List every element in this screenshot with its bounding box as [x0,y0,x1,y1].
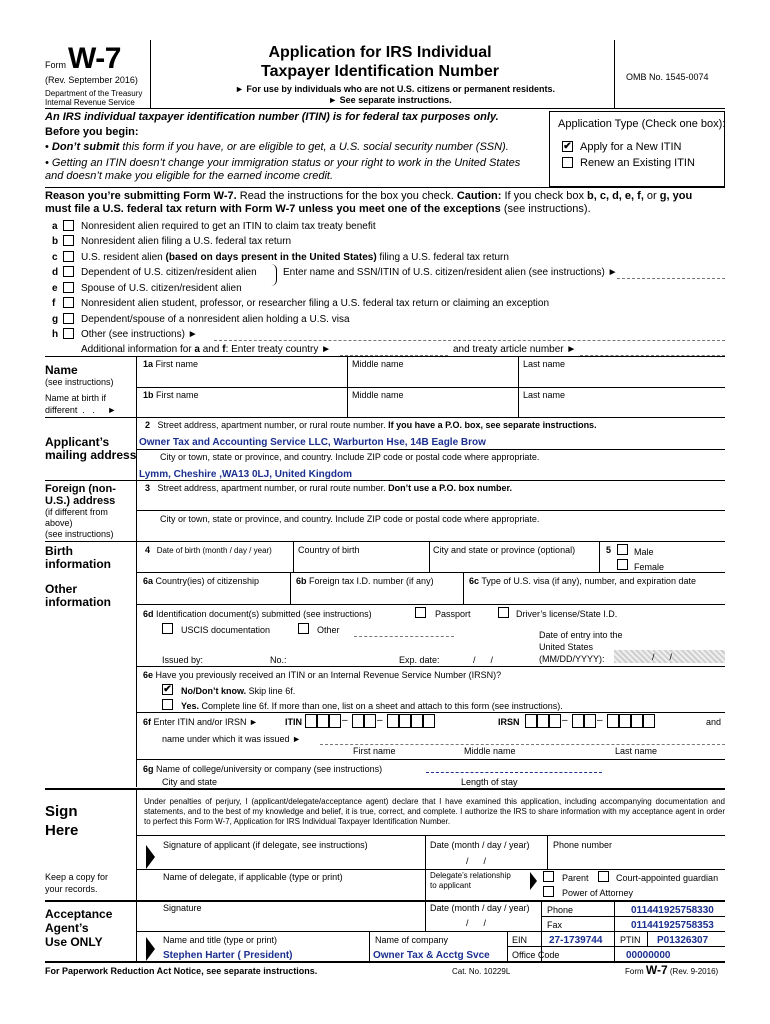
itin-digit-box[interactable] [317,714,329,728]
applicant-phone-field[interactable] [549,852,725,866]
line-3-text: Street address, apartment number, or rural route number. [157,483,389,493]
reason-g-text: Dependent/spouse of a nonresident alien holding a U.S. visa [81,314,350,325]
form-number: W-7 [68,42,121,75]
perjury-statement: Under penalties of perjury, I (applicant/delegate/acceptance agent) declare that I have examined this application, including accompanying documentation and statements, and to the best of my knowledge and belief, it is true, correct, and complete. I authorize the IRS to share information with my acceptance agent in order to perfect this Form W-7, Application for IRS Individual Taxpayer Identification Number. [144,797,725,826]
foreign-label-3: (if different from [45,507,108,517]
parent-label: Parent [562,873,589,883]
agent-arrow-icon [146,937,155,961]
footer-form-id [625,964,718,978]
city-of-birth-label: City and state or province (optional) [433,545,576,555]
drivers-license-label: Driver’s license/State I.D. [516,609,618,619]
name-1a-middle-label: Middle name [352,359,404,369]
line-6a-number: 6a [143,576,154,586]
reason-f-text: Nonresident alien student, professor, or researcher filing a U.S. federal tax return or claiming an exception [81,298,550,309]
line-6g-text: Name of college/university or company (see instructions) [153,764,383,774]
foreign-label-5: (see instructions) [45,529,114,539]
line-1a-first-label: First name [153,359,199,369]
entry-date-label-3: (MM/DD/YYYY): [539,654,605,664]
reason-letter-d: d [52,267,59,278]
agent-phone-field[interactable]: 011441925758330 [631,905,714,916]
irsn-label: IRSN [498,717,520,727]
reason-a-checkbox[interactable] [63,220,74,231]
mailing-label-2: mailing address [45,448,137,462]
reason-heading-tail: If you check box [501,190,588,202]
name-1a [143,359,198,369]
guardian-checkbox[interactable] [598,871,609,882]
form-title-line1: Application for IRS Individual [268,44,492,61]
foreign-label-2: U.S.) address [45,495,116,507]
irsn-digit-box[interactable] [584,714,596,728]
itin-digit-box[interactable] [329,714,341,728]
last-name-1a-field[interactable] [519,371,725,387]
agent-date-slashes: / / [466,918,487,928]
footer-form-word: Form [625,967,646,976]
other-label-2: information [45,595,111,609]
itin-digit-box[interactable] [364,714,376,728]
sign-arrow-icon [146,845,155,869]
line-5-number: 5 [606,545,612,555]
line-1a-number: 1a [143,359,154,369]
line-6b-text: Foreign tax I.D. number (if any) [306,576,434,586]
issued-last-name-label: Last name [615,746,658,756]
reason-heading-rest: Read the instructions for the box you check. [236,190,457,202]
uscis-label: USCIS documentation [181,625,271,635]
name-issued-label: name under which it was issued ► [162,734,301,744]
company-name-field[interactable]: Owner Tax & Acctg Svce [373,950,490,961]
passport-checkbox[interactable] [415,607,426,618]
additional-f: f [222,344,226,355]
no-dont-know-bold: No/Don’t know. [181,686,247,696]
visa-field[interactable] [464,588,725,603]
ein-field[interactable]: 27-1739744 [549,935,603,946]
omb-number: OMB No. 1545-0074 [626,72,709,82]
footer-w7: W-7 [645,963,668,977]
itin-digit-box[interactable] [387,714,399,728]
country-of-birth-label: Country of birth [298,545,360,555]
itin-dash-separator: – [342,715,348,726]
agent-label-2: Agent’s [45,921,89,935]
reason-heading-line2 [45,203,591,216]
line-6c-number: 6c [469,576,480,586]
name-at-birth-label: Name at birth if [45,393,107,403]
itin-digit-box[interactable] [411,714,423,728]
reason-letter-h: h [52,329,59,340]
dont-submit-text: Don’t submit [51,141,120,153]
uscis-checkbox[interactable] [162,623,173,634]
reason-c-pre: U.S. resident alien [81,252,166,263]
line-6d-label [143,609,372,619]
irsn-digit-box[interactable] [619,714,631,728]
before-you-begin: Before you begin: [45,126,139,138]
intro-line: An IRS individual taxpayer identification number (ITIN) is for federal tax purposes only. [45,111,499,123]
foreign-tax-id-field[interactable] [291,588,462,603]
form-subtitle-line1: ► For use by individuals who are not U.S. citizens or permanent residents. [235,84,555,94]
reason-g-checkbox[interactable] [63,313,74,324]
exp-date-slashes: / / [473,655,494,665]
reason-f-checkbox[interactable] [63,297,74,308]
catalog-number: Cat. No. 10229L [452,967,511,976]
irsn-digit-box[interactable] [525,714,537,728]
doc-number-label: No.: [270,655,287,665]
female-checkbox[interactable] [617,559,628,570]
line-6c-label [469,576,696,586]
line-6g-label [143,764,382,774]
poa-label: Power of Attorney [562,888,634,898]
name-see-instructions: (see instructions) [45,377,114,387]
additional-info-line [81,344,331,356]
birth-label-2: information [45,557,111,571]
no-dont-know-checkbox[interactable]: ✔ [163,684,172,695]
line-6f-label [143,717,258,727]
line-3-number: 3 [145,483,151,493]
foreign-city-label: City or town, state or province, and country. Include ZIP code or postal code where appropriate. [160,514,540,524]
mailing-city-label: City or town, state or province, and country. Include ZIP code or postal code where appropriate. [160,452,540,462]
reason-e-checkbox[interactable] [63,282,74,293]
line-3-bold: Don’t use a P.O. box number. [388,483,513,493]
treaty-article-label: and treaty article number ► [453,344,577,355]
line-6e-text: Have you previously received an ITIN or an Internal Revenue Service Number (IRSN)? [153,670,502,680]
mailing-label-1: Applicant’s [45,435,110,449]
country-of-birth-field[interactable] [294,557,428,571]
other-doc-label: Other [317,625,340,635]
poa-checkbox[interactable] [543,886,554,897]
sign-date-label: Date (month / day / year) [430,840,530,850]
itin-digit-box[interactable] [399,714,411,728]
irsn-digit-box[interactable] [643,714,655,728]
additional-a: a [194,344,200,355]
irsn-digit-box[interactable] [549,714,561,728]
itin-digit-box[interactable] [352,714,364,728]
reason-box-letters: b, c, d, e, f, [587,190,644,202]
renew-itin-label: Renew an Existing ITIN [580,157,695,169]
mailing-street-field[interactable]: Owner Tax and Accounting Service LLC, Warburton Hse, 14B Eagle Brow [139,437,486,448]
agent-fax-label: Fax [547,920,563,930]
reason-line2-rest: (see instructions). [500,203,591,215]
line-6a-text: Country(ies) of citizenship [153,576,260,586]
irsn-dash-separator: – [597,715,603,726]
length-of-stay-label: Length of stay [461,777,518,787]
delegate-rel-label-1: Delegate’s relationship [430,871,511,880]
reason-h-checkbox[interactable] [63,328,74,339]
intro-bullet-1-rest: this form if you have, or are eligible to get, a U.S. social security number (SSN). [119,141,509,153]
renew-itin-checkbox[interactable] [562,157,573,168]
line-6c-text: Type of U.S. visa (if any), number, and expiration date [479,576,696,586]
entry-date-label-1: Date of entry into the [539,630,623,640]
issued-by-label: Issued by: [162,655,204,665]
department-line1: Department of the Treasury [45,89,143,98]
delegate-arrow-icon [530,872,537,890]
reason-letter-e: e [52,283,58,294]
line-1b-first-label: First name [153,390,199,400]
intro-bullet-2: • Getting an ITIN doesn’t change your immigration status or your right to work in the United States [45,157,521,169]
irsn-digit-box[interactable] [537,714,549,728]
foreign-city-field[interactable] [137,526,725,540]
line-3-label [145,483,512,493]
male-label: Male [634,547,654,557]
name-1b-middle-label: Middle name [352,390,404,400]
form-subtitle-line2: ► See separate instructions. [328,95,452,105]
additional-and: and [199,344,223,355]
applicant-signature-label: Signature of applicant (if delegate, see instructions) [163,840,368,850]
yes-rest: Complete line 6f. If more than one, list on a sheet and attach to this form (see instructions). [199,701,563,711]
reason-you: you [669,190,693,202]
issued-middle-name-label: Middle name [464,746,516,756]
line-6d-text: Identification document(s) submitted (see instructions) [153,609,372,619]
mailing-city-field[interactable]: Lymm, Cheshire ,WA13 0LJ, United Kingdom [139,469,352,480]
office-code-label: Office Code [512,950,560,960]
other-doc-checkbox[interactable] [298,623,309,634]
city-state-label: City and state [162,777,218,787]
line-6b-number: 6b [296,576,307,586]
itin-irsn-and: and [706,717,722,727]
department-line2: Internal Revenue Service [45,98,135,107]
paperwork-notice: For Paperwork Reduction Act Notice, see separate instructions. [45,966,318,976]
reason-d-text: Dependent of U.S. citizen/resident alien [81,267,257,278]
ptin-field[interactable]: P01326307 [657,935,709,946]
phone-number-label: Phone number [553,840,613,850]
form-word: Form [45,60,66,70]
sign-date-slashes: / / [466,856,487,866]
college-company-field[interactable] [424,762,604,774]
itin-dash-separator: – [377,715,383,726]
guardian-label: Court-appointed guardian [616,873,719,883]
no-dont-know-rest: Skip line 6f. [246,686,296,696]
citizenship-field[interactable] [137,588,289,603]
reason-or: or [643,190,660,202]
dob-field[interactable] [137,557,292,571]
reason-c-checkbox[interactable] [63,251,74,262]
reason-b-checkbox[interactable] [63,235,74,246]
ein-label: EIN [512,935,528,945]
apply-new-itin-label: Apply for a New ITIN [580,141,682,153]
delegate-name-label: Name of delegate, if applicable (type or print) [163,872,343,882]
entry-date-slashes: / / [652,652,673,662]
de-brace [271,264,277,286]
middle-name-1b-field[interactable] [348,402,518,417]
line-2-number: 2 [145,420,151,430]
reason-c-bold: (based on days present in the United States) [165,252,377,263]
reason-letter-c: c [52,252,58,263]
apply-new-itin-checkbox[interactable]: ✔ [563,141,572,152]
agent-phone-label: Phone [547,905,574,915]
name-at-birth-label2: different . . ► [45,405,117,415]
reason-d-checkbox[interactable] [63,266,74,277]
agent-signature-label: Signature [163,903,202,913]
agent-name-title-label: Name and title (type or print) [163,935,278,945]
no-dont-know-label [181,686,295,696]
applicant-signature-field[interactable] [158,852,423,866]
first-name-1a-field[interactable] [137,371,347,387]
reason-c-post: filing a U.S. federal tax return [376,252,509,263]
drivers-license-checkbox[interactable] [498,607,509,618]
agent-date-label: Date (month / day / year) [430,903,530,913]
line-2-label [145,420,597,430]
sign-label-1: Sign [45,803,78,820]
form-title-line2: Taxpayer Identification Number [261,63,499,80]
female-label: Female [634,562,665,572]
name-1b-last-label: Last name [523,390,566,400]
agent-fax-field[interactable]: 011441925758353 [631,920,714,931]
reason-b-text: Nonresident alien filing a U.S. federal tax return [81,236,292,247]
foreign-label-1: Foreign (non- [45,483,116,495]
middle-name-1a-field[interactable] [348,371,518,387]
male-checkbox[interactable] [617,544,628,555]
yes-previous-itin-label [181,701,563,711]
line-6f-text: Enter ITIN and/or IRSN ► [151,717,258,727]
line-6g-number: 6g [143,764,154,774]
agent-label-1: Acceptance [45,907,113,921]
ptin-label: PTIN [620,935,641,945]
reason-letter-f: f [52,298,56,309]
exp-date-label: Exp. date: [399,655,440,665]
foreign-label-4: above) [45,518,73,528]
line-6f-number: 6f [143,717,152,727]
line-2-text: Street address, apartment number, or rural route number. [157,420,389,430]
yes-bold: Yes. [181,701,200,711]
agent-label-3: Use ONLY [45,935,103,949]
birth-label-1: Birth [45,544,73,558]
line-2-bold: If you have a P.O. box, see separate instructions. [388,420,597,430]
line-1b-number: 1b [143,390,154,400]
line-6a-label [143,576,259,586]
reason-line2-bold: must file a U.S. federal tax return with Form W-7 unless you meet one of the exceptions [45,203,501,215]
yes-previous-itin-checkbox[interactable] [162,699,173,710]
city-of-birth-field[interactable] [430,557,598,571]
foreign-street-field[interactable] [137,495,725,509]
keep-copy-2: your records. [45,884,98,894]
name-1a-last-label: Last name [523,359,566,369]
entry-date-label-2: United States [539,642,594,652]
line-6e-number: 6e [143,670,154,680]
footer-rev: (Rev. 9-2016) [667,967,719,976]
de-note: Enter name and SSN/ITIN of U.S. citizen/resident alien (see instructions) ► [283,267,618,278]
issued-first-name-label: First name [353,746,396,756]
reason-heading [45,190,692,203]
agent-name-title-field[interactable]: Stephen Harter ( President) [163,950,293,961]
caution-label: Caution: [456,190,502,202]
dob-text: Date of birth (month / day / year) [156,546,272,555]
intro-bullet-2b: and doesn’t make you eligible for the earned income credit. [45,170,334,182]
irsn-dash-separator: – [562,715,568,726]
other-label-1: Other [45,582,78,596]
application-type-title: Application Type (Check one box): [558,118,726,130]
office-code-field[interactable]: 00000000 [626,950,671,961]
irsn-digit-box[interactable] [607,714,619,728]
reason-g: g, [659,190,670,202]
irsn-digit-box[interactable] [572,714,584,728]
intro-bullet-1 [45,141,509,154]
irsn-digit-box[interactable] [631,714,643,728]
name-1b [143,390,199,400]
itin-digit-box[interactable] [423,714,435,728]
itin-digit-box[interactable] [305,714,317,728]
reason-letter-a: a [52,221,58,232]
delegate-name-field[interactable] [158,884,423,898]
itin-label: ITIN [285,717,302,727]
reason-heading-bold: Reason you’re submitting Form W-7. [45,190,237,202]
reason-letter-b: b [52,236,59,247]
first-name-1b-field[interactable] [137,402,347,417]
reason-a-text: Nonresident alien required to get an ITIN to claim tax treaty benefit [81,221,376,232]
dob-label [145,545,272,555]
last-name-1b-field[interactable] [519,402,725,417]
line-6d-number: 6d [143,609,154,619]
delegate-rel-label-2: to applicant [430,881,471,890]
form-revision: (Rev. September 2016) [45,75,138,85]
reason-letter-g: g [52,314,59,325]
passport-label: Passport [435,609,471,619]
agent-signature-field[interactable] [158,915,423,929]
additional-post: : Enter treaty country ► [225,344,332,355]
line-6b-label [296,576,434,586]
parent-checkbox[interactable] [543,871,554,882]
additional-pre: Additional information for [81,344,195,355]
sign-label-2: Here [45,822,79,839]
line-6e-label [143,670,501,680]
line-4-number: 4 [145,545,151,555]
name-section-label: Name [45,363,78,377]
keep-copy-1: Keep a copy for [45,872,109,882]
reason-c-text [81,252,509,264]
bullet-mark: • [45,141,49,153]
reason-e-text: Spouse of U.S. citizen/resident alien [81,283,242,294]
reason-h-text: Other (see instructions) ► [81,329,198,340]
company-name-label: Name of company [375,935,449,945]
